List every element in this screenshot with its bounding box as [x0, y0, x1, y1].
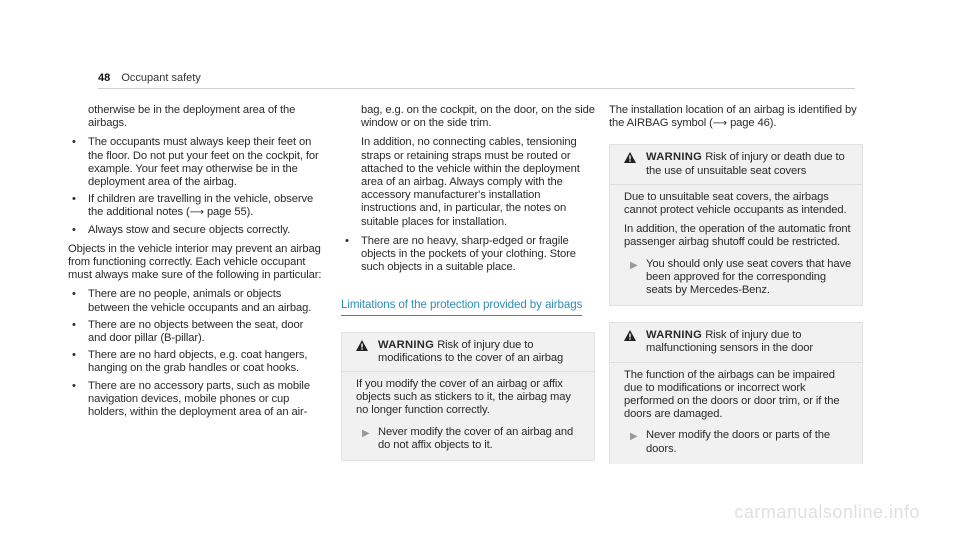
action-text: You should only use seat covers that have been approved for the corresponding seats by Mercedes-Benz. — [646, 257, 852, 297]
bullet-list — [68, 136, 324, 236]
column-1 — [68, 104, 324, 425]
list-item: • There are no objects between the seat, door and door pillar (B-pillar). — [68, 319, 324, 345]
paragraph: In addition, no connecting cables, tensioning straps or retaining straps must be routed or attached to the vehicle within the deployment area of an airbag. Always comply with the accessory manufacturer's installation instructions and, in particular, the notes on suitable places for installation. — [361, 136, 580, 228]
warning-label: WARNING — [646, 329, 703, 342]
warning-triangle-icon — [356, 340, 378, 355]
page-header — [98, 72, 201, 84]
list-item: • If children are travelling in the vehicle, observe the additional notes (⟶ page 55). — [68, 193, 324, 219]
header-divider — [98, 88, 855, 89]
page-reference-link[interactable]: page 46). — [730, 117, 777, 130]
action-item — [624, 429, 852, 455]
list-item: • Always stow and secure objects correctly. — [68, 224, 324, 237]
action-arrow-icon: ▶ — [630, 431, 638, 443]
column-3 — [609, 104, 863, 480]
list-item: • There are no people, animals or objects between the vehicle occupants and an airbag. — [68, 288, 324, 314]
list-item: • There are no hard objects, e.g. coat hangers, hanging on the grab handles or coat hooks. — [68, 349, 324, 375]
paragraph: bag, e.g. on the cockpit, on the door, on the side window or on the side trim. — [361, 104, 595, 130]
warning-box — [609, 144, 863, 306]
warning-triangle-icon — [624, 330, 646, 345]
action-arrow-icon: ▶ — [362, 427, 370, 439]
warning-body — [342, 372, 594, 460]
section-heading: Limitations of the protection provided by airbags — [341, 298, 582, 315]
warning-body — [610, 185, 862, 305]
list-item: • There are no accessory parts, such as mobile navigation devices, mobile phones or cup holders, within the deployment area of an air- — [68, 380, 324, 420]
action-arrow-icon: ▶ — [630, 259, 638, 271]
list-item: • There are no heavy, sharp-edged or fragile objects in the pockets of your clothing. Store such objects in a suitable place. — [341, 235, 595, 275]
paragraph: The installation location of an airbag is identified by the AIRBAG symbol (⟶ page 46). — [609, 104, 857, 130]
page-reference-link[interactable]: page 55). — [206, 206, 254, 219]
warning-header — [610, 145, 862, 184]
action-text: Never modify the cover of an airbag and do not affix objects to it. — [378, 425, 574, 451]
paragraph: If you modify the cover of an airbag or affix objects such as stickers to it, the airbag may no longer function correctly. — [356, 378, 571, 417]
warning-header — [610, 323, 862, 362]
watermark: carmanualsonline.info — [734, 502, 920, 522]
warning-title: Risk of injury due to modifications to the cover of an airbag — [378, 338, 564, 364]
list-item: • The occupants must always keep their feet on the floor. Do not put your feet on the cockpit, for example. Your feet may otherwise be in the deployment area of the airbag. — [68, 136, 324, 189]
paragraph: Due to unsuitable seat covers, the airbags cannot protect vehicle occupants as intended. — [624, 190, 847, 217]
action-item — [624, 258, 852, 298]
section-name: Occupant safety — [121, 72, 201, 84]
arrow-right-icon: ⟶ — [189, 207, 204, 219]
paragraph: In addition, the operation of the automatic front passenger airbag shutoff could be restricted. — [624, 223, 851, 249]
paragraph: Objects in the vehicle interior may prevent an airbag from functioning correctly. Each vehicle occupant must always make sure of the following in particular: — [68, 242, 322, 282]
warning-triangle-icon — [624, 152, 646, 167]
page-number: 48 — [98, 72, 111, 84]
arrow-right-icon: ⟶ — [712, 118, 728, 130]
warning-box — [609, 322, 863, 464]
bullet-list — [341, 235, 595, 275]
action-item — [356, 426, 584, 452]
column-2 — [341, 104, 595, 477]
warning-label: WARNING — [646, 151, 703, 164]
warning-box — [341, 332, 595, 461]
warning-header — [342, 333, 594, 372]
warning-label: WARNING — [378, 338, 435, 351]
warning-title: Risk of injury due to malfunctioning sensors in the door — [646, 329, 813, 355]
warning-body — [610, 363, 862, 464]
warning-title: Risk of injury or death due to the use of unsuitable seat covers — [646, 151, 845, 177]
paragraph: otherwise be in the deployment area of the airbags. — [88, 104, 296, 130]
action-text: Never modify the doors or parts of the doors. — [646, 429, 830, 455]
paragraph: The function of the airbags can be impaired due to modifications or incorrect work performed on the doors or door trim, or if the doors are damaged. — [624, 368, 840, 421]
bullet-list — [68, 288, 324, 419]
